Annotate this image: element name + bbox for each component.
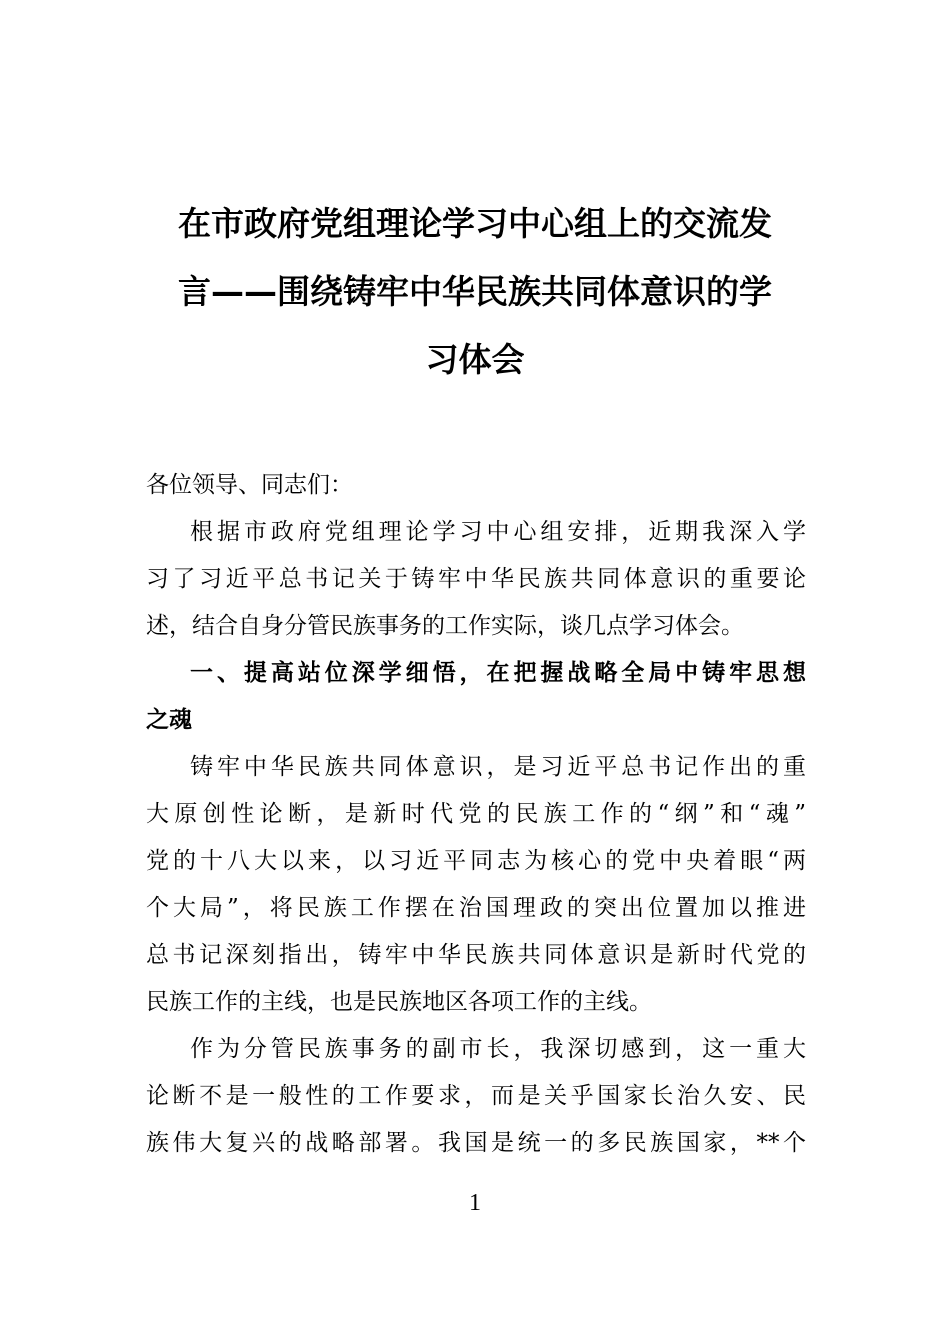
paragraph-2 bbox=[146, 744, 806, 1026]
paragraph-1-line-2: 习了习近平总书记关于铸牢中华民族共同体意识的重要论 bbox=[146, 566, 806, 592]
paragraph-1-line-1: 根据市政府党组理论学习中心组安排，近期我深入学 bbox=[190, 519, 806, 545]
section-heading-1-line-1: 一、提高站位深学细悟，在把握战略全局中铸牢思想 bbox=[190, 660, 806, 686]
title-line-2: 言——围绕铸牢中华民族共同体意识的学 bbox=[178, 272, 772, 311]
paragraph-2-line-1: 铸牢中华民族共同体意识，是习近平总书记作出的重 bbox=[190, 754, 806, 780]
paragraph-1 bbox=[146, 509, 806, 650]
page-number: 1 bbox=[469, 1190, 481, 1216]
paragraph-3-line-1: 作为分管民族事务的副市长，我深切感到，这一重大 bbox=[190, 1036, 806, 1062]
paragraph-1-line-3: 述，结合自身分管民族事务的工作实际，谈几点学习体会。 bbox=[146, 613, 744, 639]
paragraph-2-line-5: 总书记深刻指出，铸牢中华民族共同体意识是新时代党的 bbox=[146, 942, 806, 968]
title-line-3: 习体会 bbox=[425, 340, 525, 379]
paragraph-3-line-3: 族伟大复兴的战略部署。我国是统一的多民族国家，**个 bbox=[146, 1130, 806, 1156]
paragraph-2-line-3: 党的十八大以来，以习近平同志为核心的党中央着眼“两 bbox=[146, 848, 806, 874]
title-line-1: 在市政府党组理论学习中心组上的交流发 bbox=[178, 204, 772, 243]
paragraph-2-line-4: 个大局”，将民族工作摆在治国理政的突出位置加以推进 bbox=[146, 895, 806, 921]
paragraph-3-line-2: 论断不是一般性的工作要求，而是关乎国家长治久安、民 bbox=[146, 1083, 806, 1109]
document-body bbox=[146, 462, 806, 1167]
salutation: 各位领导、同志们： bbox=[146, 472, 353, 498]
paragraph-3 bbox=[146, 1026, 806, 1167]
document-title bbox=[150, 190, 800, 394]
paragraph-2-line-6: 民族工作的主线，也是民族地区各项工作的主线。 bbox=[146, 989, 652, 1015]
section-heading-1-line-2: 之魂 bbox=[146, 707, 192, 733]
section-heading-1 bbox=[146, 650, 806, 744]
paragraph-2-line-2: 大原创性论断，是新时代党的民族工作的“纲”和“魂” bbox=[146, 801, 806, 827]
